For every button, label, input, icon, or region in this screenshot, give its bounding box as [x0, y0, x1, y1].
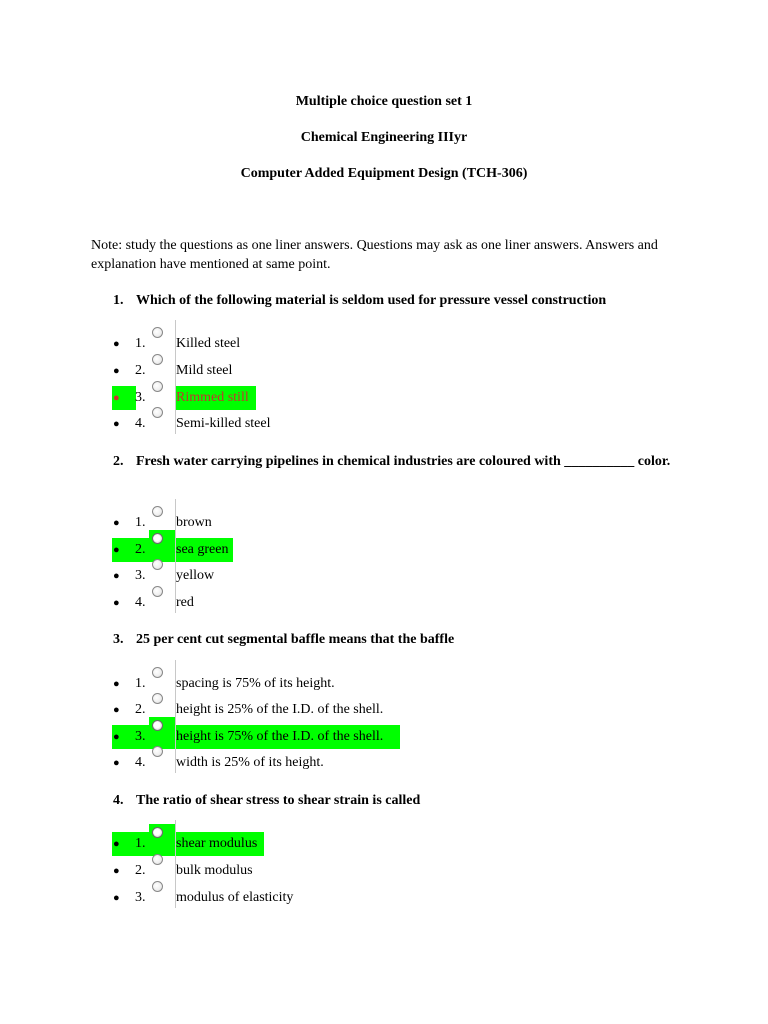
- question-text: Fresh water carrying pipelines in chemical industries are coloured with __________ color.: [136, 454, 671, 469]
- bullet-icon: ●: [113, 517, 120, 529]
- option-number: 1.: [135, 515, 146, 530]
- option-number: 3.: [135, 890, 146, 905]
- radio-button[interactable]: [152, 354, 163, 365]
- q2-option-1[interactable]: [0, 513, 768, 533]
- q2-option-4[interactable]: [0, 593, 768, 613]
- radio-button[interactable]: [152, 881, 163, 892]
- radio-button[interactable]: [152, 746, 163, 757]
- option-number: 3.: [135, 390, 146, 405]
- option-text: bulk modulus: [176, 863, 253, 878]
- option-number: 1.: [135, 676, 146, 691]
- question-number: 4.: [113, 793, 124, 808]
- option-text: modulus of elasticity: [176, 890, 294, 905]
- document-title: Multiple choice question set 1: [295, 94, 473, 109]
- option-number: 2.: [135, 542, 146, 557]
- question-text: Which of the following material is seldom used for pressure vessel construction: [136, 293, 607, 308]
- radio-button-selected[interactable]: [152, 827, 163, 838]
- option-number: 2.: [135, 863, 146, 878]
- option-number: 4.: [135, 595, 146, 610]
- option-text: yellow: [176, 568, 215, 583]
- radio-button[interactable]: [152, 559, 163, 570]
- q4-option-1[interactable]: [0, 834, 768, 854]
- bullet-icon: ●: [113, 892, 120, 904]
- radio-button[interactable]: [152, 407, 163, 418]
- option-text: Mild steel: [176, 363, 233, 378]
- course-title: Computer Added Equipment Design (TCH-306): [240, 166, 528, 181]
- option-text: Rimmed still: [176, 390, 249, 405]
- q1-option-2[interactable]: [0, 361, 768, 381]
- option-number: 3.: [135, 568, 146, 583]
- radio-button-selected[interactable]: [152, 720, 163, 731]
- option-number: 1.: [135, 336, 146, 351]
- radio-button[interactable]: [152, 506, 163, 517]
- bullet-icon: ●: [113, 597, 120, 609]
- note-paragraph: Note: study the questions as one liner answers. Questions may ask as one liner answers. Answers and explanation have mentioned at same point.: [91, 238, 658, 272]
- question-number: 1.: [113, 293, 124, 308]
- option-text: red: [176, 595, 194, 610]
- option-text: height is 25% of the I.D. of the shell.: [176, 702, 384, 717]
- q3-option-4[interactable]: [0, 753, 768, 773]
- option-text: height is 75% of the I.D. of the shell.: [176, 729, 384, 744]
- option-text: shear modulus: [176, 836, 258, 851]
- bullet-icon: ●: [113, 365, 120, 377]
- bullet-icon: ●: [113, 704, 120, 716]
- option-number: 1.: [135, 836, 146, 851]
- bullet-icon: ●: [113, 544, 120, 556]
- question-text: 25 per cent cut segmental baffle means that the baffle: [136, 632, 455, 647]
- bullet-icon: ●: [113, 392, 120, 404]
- option-text: width is 25% of its height.: [176, 755, 324, 770]
- option-number: 3.: [135, 729, 146, 744]
- option-number: 2.: [135, 363, 146, 378]
- question-number: 3.: [113, 632, 124, 647]
- bullet-icon: ●: [113, 418, 120, 430]
- q1-option-3[interactable]: [0, 388, 768, 408]
- radio-button[interactable]: [152, 327, 163, 338]
- bullet-icon: ●: [113, 338, 120, 350]
- radio-button[interactable]: [152, 381, 163, 392]
- bullet-icon: ●: [113, 731, 120, 743]
- radio-button[interactable]: [152, 693, 163, 704]
- question-text: The ratio of shear stress to shear strain is called: [136, 793, 421, 808]
- option-text: brown: [176, 515, 212, 530]
- document-subtitle: Chemical Engineering IIIyr: [300, 130, 468, 145]
- bullet-icon: ●: [113, 570, 120, 582]
- question-1: [113, 291, 693, 310]
- q2-option-2[interactable]: [0, 540, 768, 560]
- q2-option-3[interactable]: [0, 566, 768, 586]
- option-text: Killed steel: [176, 336, 241, 351]
- question-number: 2.: [113, 454, 124, 469]
- question-2: [113, 452, 693, 471]
- q4-option-3[interactable]: [0, 888, 768, 908]
- option-number: 2.: [135, 702, 146, 717]
- option-number: 4.: [135, 755, 146, 770]
- option-number: 4.: [135, 416, 146, 431]
- radio-button[interactable]: [152, 854, 163, 865]
- bullet-icon: ●: [113, 865, 120, 877]
- q1-option-4[interactable]: [0, 414, 768, 434]
- q3-option-1[interactable]: [0, 674, 768, 694]
- bullet-icon: ●: [113, 678, 120, 690]
- radio-button[interactable]: [152, 586, 163, 597]
- radio-button-selected[interactable]: [152, 533, 163, 544]
- q4-option-2[interactable]: [0, 861, 768, 881]
- bullet-icon: ●: [113, 838, 120, 850]
- q1-option-1[interactable]: [0, 334, 768, 354]
- option-text: Semi-killed steel: [176, 416, 271, 431]
- radio-button[interactable]: [152, 667, 163, 678]
- q3-option-2[interactable]: [0, 700, 768, 720]
- bullet-icon: ●: [113, 757, 120, 769]
- question-3: [113, 630, 693, 649]
- question-4: [113, 791, 693, 810]
- q3-option-3[interactable]: [0, 727, 768, 747]
- option-text: sea green: [176, 542, 229, 557]
- option-text: spacing is 75% of its height.: [176, 676, 335, 691]
